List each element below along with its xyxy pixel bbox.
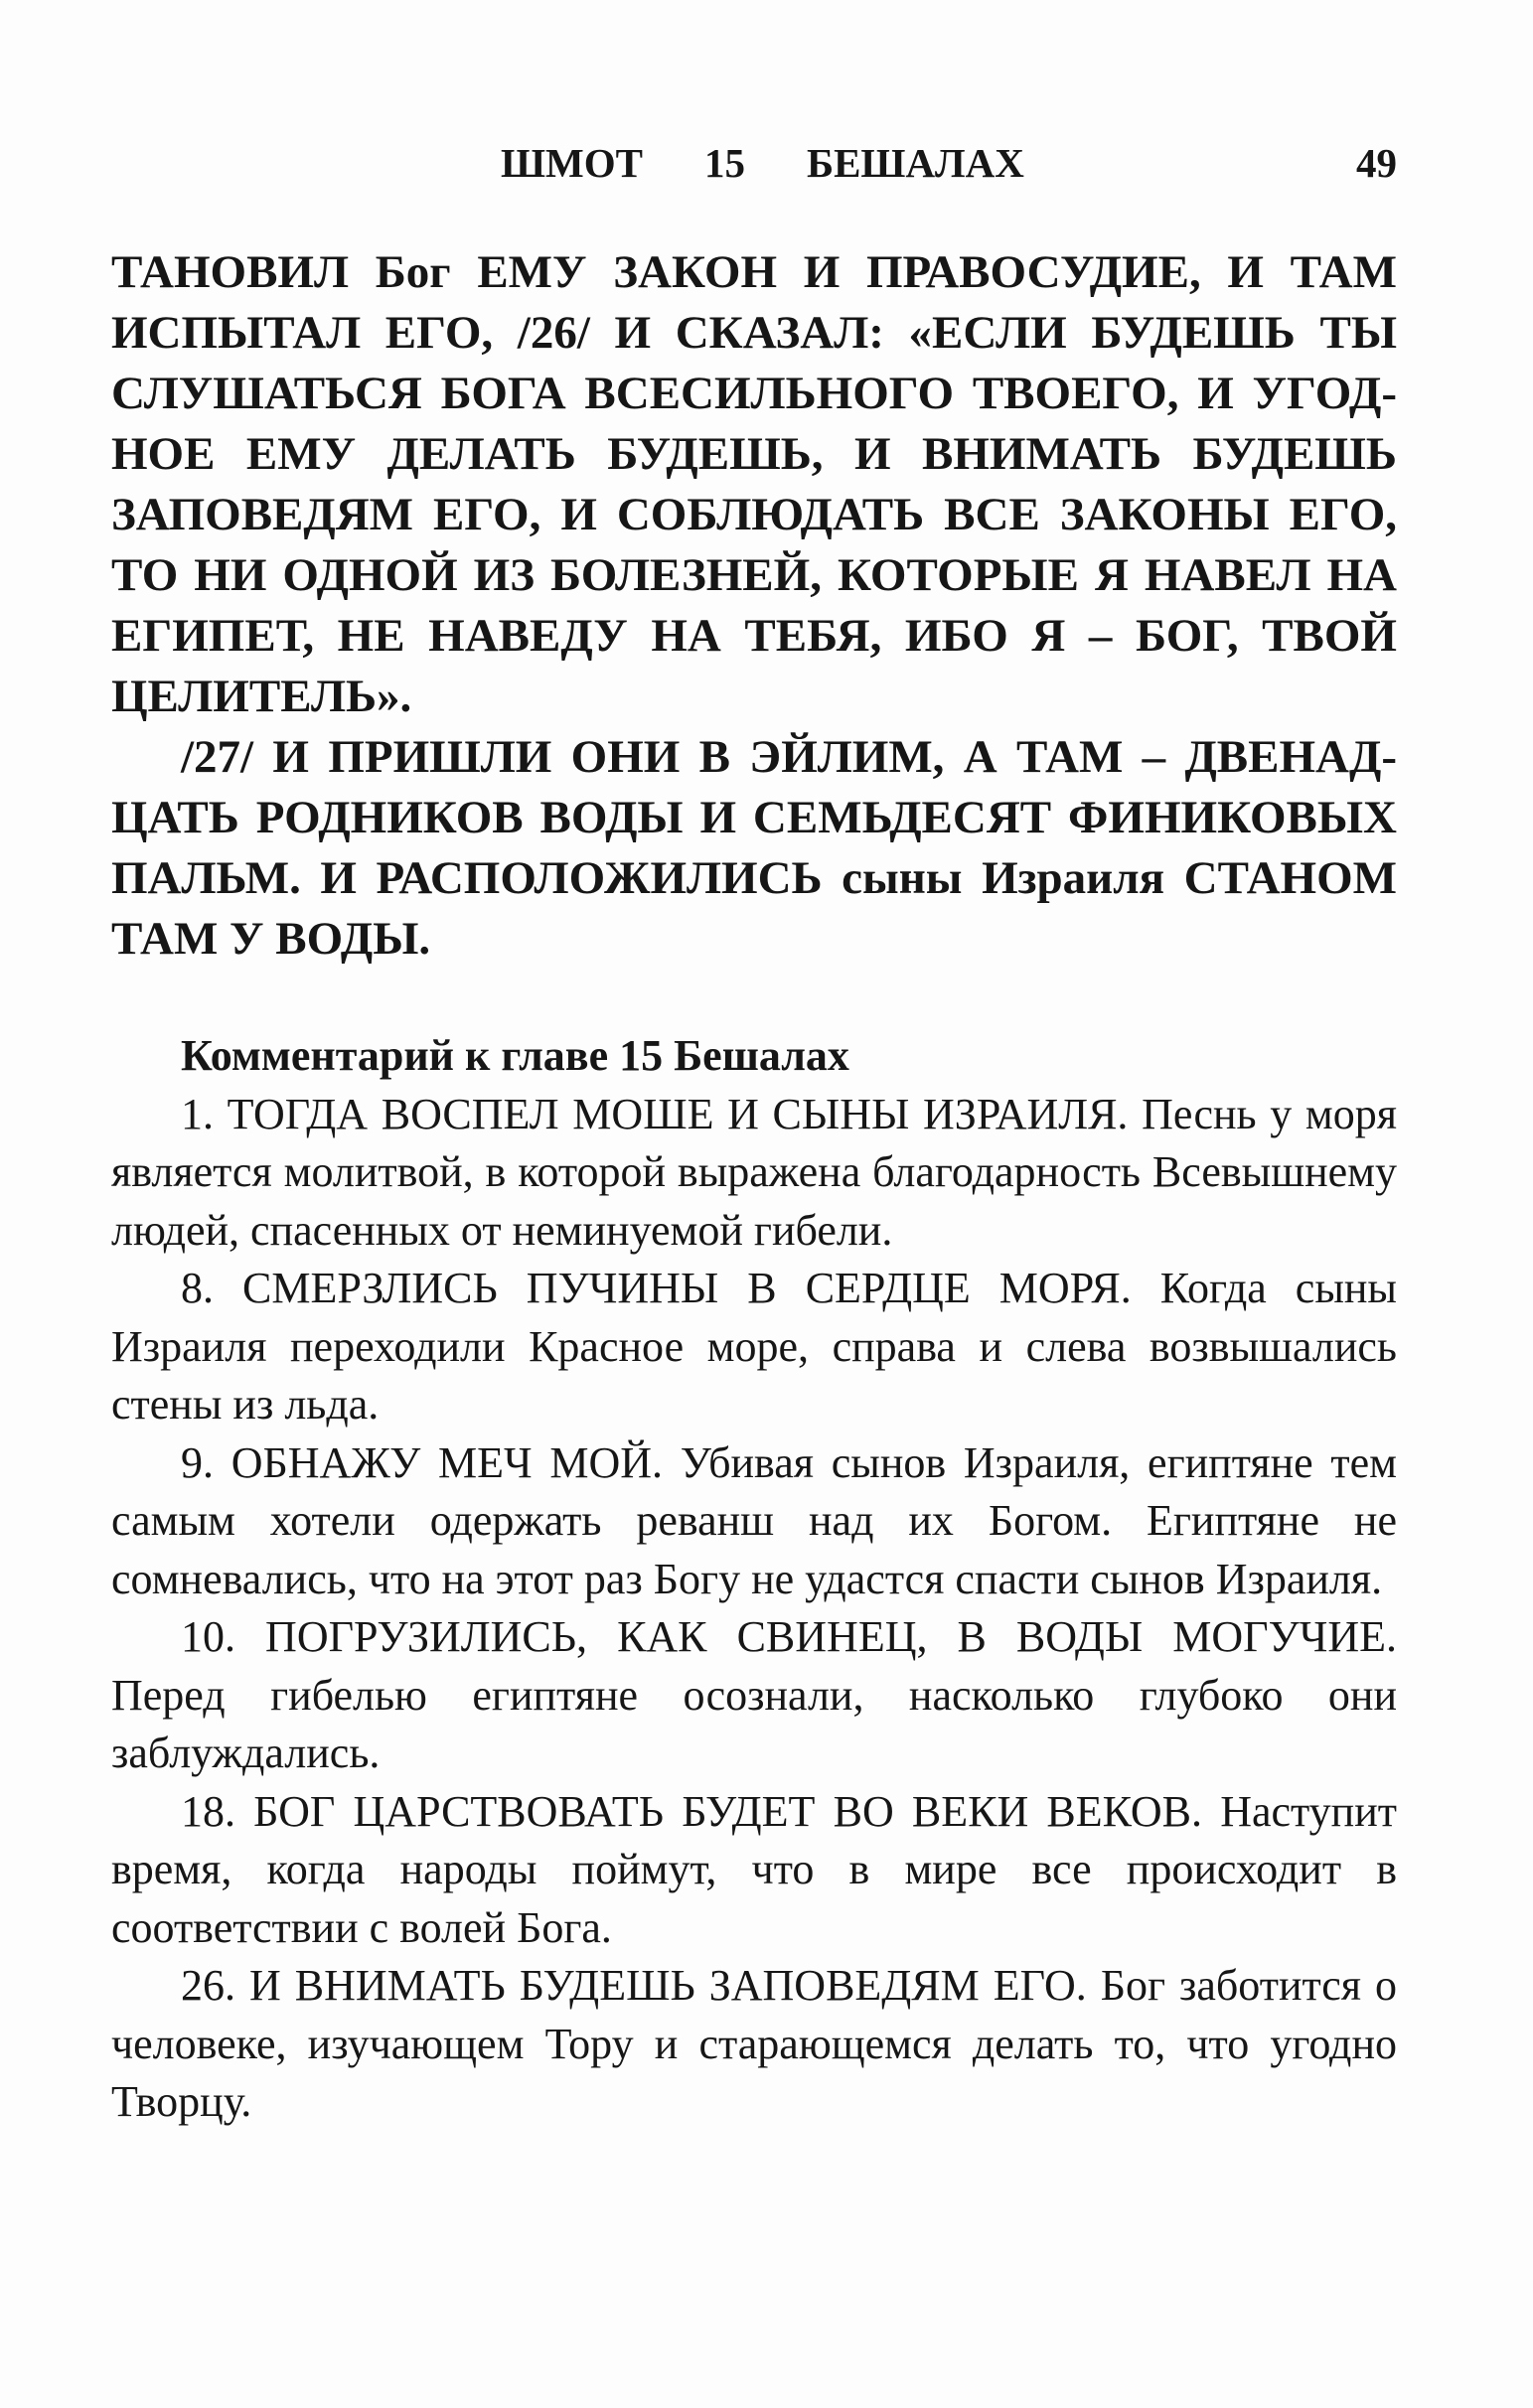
commentary-entry: 10. ПОГРУЗИЛИСЬ, КАК СВИНЕЦ, В ВОДЫ МОГУЧИЕ. Перед гибелью египтяне осознали, насколько глубоко они заблуждались.: [111, 1612, 1397, 1777]
commentary-entry: 18. БОГ ЦАРСТВОВАТЬ БУДЕТ ВО ВЕКИ ВЕКОВ. Наступит время, когда народы поймут, что в мире все происходит в соответствии с волей Бога.: [111, 1786, 1397, 1952]
verse-paragraph-1: ТАНОВИЛ Бог ЕМУ ЗАКОН И ПРАВОСУДИЕ, И ТАМ ИСПЫТАЛ ЕГО, /26/ И СКАЗАЛ: «ЕСЛИ БУДЕШЬ ТЫ СЛУШАТЬСЯ БОГА ВСЕСИЛЬНОГО ТВОЕГО, И УГОДНОЕ ЕМУ ДЕЛАТЬ БУДЕШЬ, И ВНИМАТЬ БУДЕШЬ ЗАПОВЕДЯМ ЕГО, И СОБЛЮДАТЬ ВСЕ ЗАКОНЫ ЕГО, ТО НИ ОДНОЙ ИЗ БОЛЕЗНЕЙ, КОТОРЫЕ Я НАВЕЛ НА ЕГИПЕТ, НЕ НАВЕДУ НА ТЕБЯ, ИБО Я – БОГ, ТВОЙ ЦЕЛИТЕЛЬ».: [111, 246, 1397, 722]
header-book: ШМОТ: [501, 140, 643, 186]
verse-block: [111, 242, 1397, 970]
header-parasha: БЕШАЛАХ: [806, 140, 1024, 186]
header-title: [501, 139, 1024, 187]
verse-paragraph-2: /27/ И ПРИШЛИ ОНИ В ЭЙЛИМ, А ТАМ – ДВЕНАДЦАТЬ РОДНИКОВ ВОДЫ И СЕМЬДЕСЯТ ФИНИКОВЫХ ПАЛЬМ. И РАСПОЛОЖИЛИСЬ сыны Израиля СТАНОМ ТАМ У ВОДЫ.: [111, 731, 1397, 965]
commentary-entry: 8. СМЕРЗЛИСЬ ПУЧИНЫ В СЕРДЦЕ МОРЯ. Когда сыны Израиля переходили Красное море, справа и слева возвышались стены из льда.: [111, 1264, 1397, 1429]
commentary-entry: 26. И ВНИМАТЬ БУДЕШЬ ЗАПОВЕДЯМ ЕГО. Бог заботится о человеке, изучающем Тору и старающемся делать то, что угодно Творцу.: [111, 1961, 1397, 2126]
commentary-entry: 1. ТОГДА ВОСПЕЛ МОШЕ И СЫНЫ ИЗРАИЛЯ. Песнь у моря является молитвой, в которой выражена благодарность Всевышнему людей, спасенных от неминуемой гибели.: [111, 1089, 1397, 1255]
running-header: [111, 139, 1397, 199]
page-number: 49: [1356, 140, 1397, 186]
header-chapter: 15: [703, 140, 745, 186]
commentary-entry: 9. ОБНАЖУ МЕЧ МОЙ. Убивая сынов Израиля, египтяне тем самым хотели одержать реванш над их Богом. Египтяне не сомневались, что на этот раз Богу не удастся спасти сынов Израиля.: [111, 1437, 1397, 1603]
commentary-section: [111, 1027, 1397, 2132]
commentary-heading: Комментарий к главе 15 Бешалах: [181, 1031, 849, 1080]
